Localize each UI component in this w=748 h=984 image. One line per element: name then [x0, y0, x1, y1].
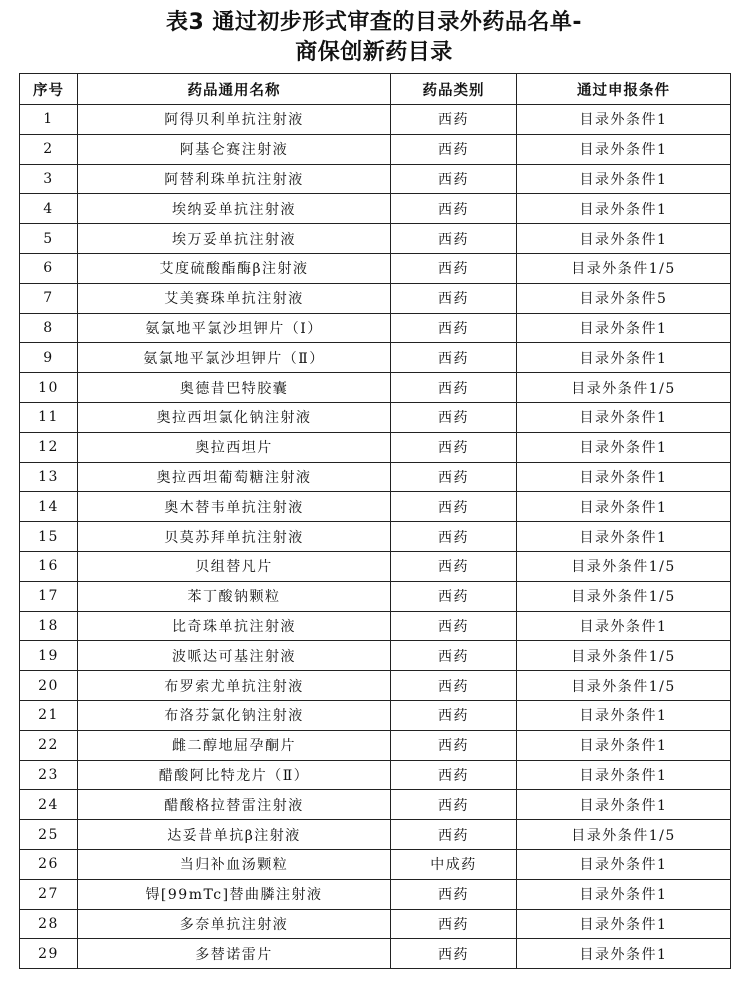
cell-serial-number: 11: [20, 402, 78, 432]
cell-drug-category: 西药: [391, 820, 517, 850]
page-subtitle: 商保创新药目录: [295, 40, 453, 65]
cell-approval-condition: 目录外条件1: [517, 194, 731, 224]
cell-serial-number: 20: [20, 671, 78, 701]
drug-list-table: [19, 73, 731, 969]
table-row: [20, 671, 731, 701]
cell-drug-name: 阿基仑赛注射液: [78, 134, 391, 164]
page-title: 表3 通过初步形式审查的目录外药品名单-: [165, 10, 583, 35]
cell-drug-category: 西药: [391, 224, 517, 254]
table-row: [20, 849, 731, 879]
cell-drug-name: 醋酸格拉替雷注射液: [78, 790, 391, 820]
cell-drug-name: 布洛芬氯化钠注射液: [78, 700, 391, 730]
table-row: [20, 343, 731, 373]
table-row: [20, 522, 731, 552]
cell-serial-number: 3: [20, 164, 78, 194]
cell-approval-condition: 目录外条件1: [517, 760, 731, 790]
cell-serial-number: 26: [20, 849, 78, 879]
cell-drug-name: 阿替利珠单抗注射液: [78, 164, 391, 194]
table-row: [20, 551, 731, 581]
cell-approval-condition: 目录外条件1: [517, 492, 731, 522]
table-row: [20, 909, 731, 939]
cell-approval-condition: 目录外条件1/5: [517, 820, 731, 850]
cell-serial-number: 22: [20, 730, 78, 760]
cell-drug-name: 奥拉西坦片: [78, 432, 391, 462]
cell-drug-category: 中成药: [391, 849, 517, 879]
table-row: [20, 373, 731, 403]
cell-drug-category: 西药: [391, 373, 517, 403]
table-row: [20, 820, 731, 850]
table-row: [20, 194, 731, 224]
cell-drug-category: 西药: [391, 522, 517, 552]
cell-drug-category: 西药: [391, 432, 517, 462]
cell-serial-number: 23: [20, 760, 78, 790]
table-row: [20, 879, 731, 909]
cell-approval-condition: 目录外条件1: [517, 224, 731, 254]
cell-approval-condition: 目录外条件1: [517, 134, 731, 164]
table-body: [20, 105, 731, 969]
cell-approval-condition: 目录外条件1/5: [517, 373, 731, 403]
cell-drug-category: 西药: [391, 462, 517, 492]
cell-approval-condition: 目录外条件1/5: [517, 551, 731, 581]
cell-drug-name: 布罗索尤单抗注射液: [78, 671, 391, 701]
cell-drug-name: 艾美赛珠单抗注射液: [78, 283, 391, 313]
cell-approval-condition: 目录外条件1/5: [517, 671, 731, 701]
table-row: [20, 402, 731, 432]
cell-serial-number: 16: [20, 551, 78, 581]
cell-drug-name: 奥木替韦单抗注射液: [78, 492, 391, 522]
cell-serial-number: 10: [20, 373, 78, 403]
cell-drug-name: 比奇珠单抗注射液: [78, 611, 391, 641]
cell-drug-category: 西药: [391, 194, 517, 224]
header-serial-number: 序号: [20, 74, 78, 105]
cell-serial-number: 8: [20, 313, 78, 343]
cell-serial-number: 19: [20, 641, 78, 671]
cell-drug-name: 醋酸阿比特龙片（Ⅱ）: [78, 760, 391, 790]
cell-serial-number: 15: [20, 522, 78, 552]
cell-drug-category: 西药: [391, 105, 517, 135]
cell-approval-condition: 目录外条件1: [517, 343, 731, 373]
table-row: [20, 283, 731, 313]
cell-drug-name: 氨氯地平氯沙坦钾片（Ⅰ）: [78, 313, 391, 343]
table-row: [20, 641, 731, 671]
cell-drug-name: 达妥昔单抗β注射液: [78, 820, 391, 850]
cell-drug-name: 贝莫苏拜单抗注射液: [78, 522, 391, 552]
header-drug-category: 药品类别: [391, 74, 517, 105]
cell-drug-category: 西药: [391, 283, 517, 313]
cell-drug-name: 氨氯地平氯沙坦钾片（Ⅱ）: [78, 343, 391, 373]
table-row: [20, 760, 731, 790]
header-approval-condition: 通过申报条件: [517, 74, 731, 105]
cell-serial-number: 5: [20, 224, 78, 254]
cell-serial-number: 9: [20, 343, 78, 373]
cell-serial-number: 6: [20, 253, 78, 283]
cell-drug-category: 西药: [391, 551, 517, 581]
cell-drug-name: 波哌达可基注射液: [78, 641, 391, 671]
cell-drug-name: 阿得贝利单抗注射液: [78, 105, 391, 135]
cell-approval-condition: 目录外条件1: [517, 790, 731, 820]
cell-drug-name: 奥拉西坦氯化钠注射液: [78, 402, 391, 432]
cell-approval-condition: 目录外条件1: [517, 462, 731, 492]
cell-approval-condition: 目录外条件1: [517, 164, 731, 194]
cell-approval-condition: 目录外条件1/5: [517, 581, 731, 611]
cell-approval-condition: 目录外条件1: [517, 313, 731, 343]
cell-drug-category: 西药: [391, 313, 517, 343]
table-row: [20, 492, 731, 522]
cell-drug-category: 西药: [391, 730, 517, 760]
cell-drug-name: 锝[99mTc]替曲膦注射液: [78, 879, 391, 909]
cell-drug-category: 西药: [391, 134, 517, 164]
cell-approval-condition: 目录外条件1: [517, 402, 731, 432]
cell-serial-number: 2: [20, 134, 78, 164]
cell-approval-condition: 目录外条件1: [517, 611, 731, 641]
table-row: [20, 432, 731, 462]
cell-drug-category: 西药: [391, 909, 517, 939]
cell-drug-category: 西药: [391, 343, 517, 373]
cell-serial-number: 25: [20, 820, 78, 850]
table-row: [20, 611, 731, 641]
cell-approval-condition: 目录外条件5: [517, 283, 731, 313]
cell-drug-category: 西药: [391, 402, 517, 432]
table-row: [20, 224, 731, 254]
cell-approval-condition: 目录外条件1: [517, 849, 731, 879]
cell-serial-number: 28: [20, 909, 78, 939]
table-row: [20, 134, 731, 164]
cell-drug-name: 苯丁酸钠颗粒: [78, 581, 391, 611]
cell-drug-name: 雌二醇地屈孕酮片: [78, 730, 391, 760]
cell-approval-condition: 目录外条件1: [517, 432, 731, 462]
cell-serial-number: 1: [20, 105, 78, 135]
cell-drug-name: 贝组替凡片: [78, 551, 391, 581]
cell-drug-name: 奥德昔巴特胶囊: [78, 373, 391, 403]
cell-drug-category: 西药: [391, 790, 517, 820]
cell-drug-category: 西药: [391, 581, 517, 611]
table-row: [20, 790, 731, 820]
cell-approval-condition: 目录外条件1: [517, 700, 731, 730]
cell-approval-condition: 目录外条件1: [517, 909, 731, 939]
cell-drug-category: 西药: [391, 253, 517, 283]
table-row: [20, 164, 731, 194]
cell-drug-name: 多替诺雷片: [78, 939, 391, 969]
cell-drug-category: 西药: [391, 641, 517, 671]
table-row: [20, 700, 731, 730]
cell-drug-name: 当归补血汤颗粒: [78, 849, 391, 879]
cell-drug-category: 西药: [391, 164, 517, 194]
cell-drug-name: 埃纳妥单抗注射液: [78, 194, 391, 224]
cell-drug-category: 西药: [391, 700, 517, 730]
cell-approval-condition: 目录外条件1/5: [517, 641, 731, 671]
table-row: [20, 730, 731, 760]
cell-drug-name: 多奈单抗注射液: [78, 909, 391, 939]
cell-serial-number: 21: [20, 700, 78, 730]
cell-approval-condition: 目录外条件1/5: [517, 253, 731, 283]
cell-serial-number: 12: [20, 432, 78, 462]
cell-drug-category: 西药: [391, 611, 517, 641]
cell-serial-number: 7: [20, 283, 78, 313]
cell-serial-number: 17: [20, 581, 78, 611]
header-drug-name: 药品通用名称: [78, 74, 391, 105]
cell-drug-category: 西药: [391, 939, 517, 969]
cell-serial-number: 27: [20, 879, 78, 909]
cell-drug-category: 西药: [391, 879, 517, 909]
table-header-row: [20, 74, 731, 105]
cell-serial-number: 24: [20, 790, 78, 820]
table-row: [20, 313, 731, 343]
cell-approval-condition: 目录外条件1: [517, 939, 731, 969]
cell-serial-number: 14: [20, 492, 78, 522]
table-row: [20, 581, 731, 611]
cell-drug-name: 埃万妥单抗注射液: [78, 224, 391, 254]
cell-drug-name: 艾度硫酸酯酶β注射液: [78, 253, 391, 283]
cell-approval-condition: 目录外条件1: [517, 730, 731, 760]
table-row: [20, 462, 731, 492]
cell-serial-number: 4: [20, 194, 78, 224]
cell-approval-condition: 目录外条件1: [517, 105, 731, 135]
cell-serial-number: 18: [20, 611, 78, 641]
cell-serial-number: 29: [20, 939, 78, 969]
cell-drug-category: 西药: [391, 671, 517, 701]
table-row: [20, 939, 731, 969]
cell-approval-condition: 目录外条件1: [517, 522, 731, 552]
table-row: [20, 105, 731, 135]
cell-serial-number: 13: [20, 462, 78, 492]
cell-drug-name: 奥拉西坦葡萄糖注射液: [78, 462, 391, 492]
cell-drug-category: 西药: [391, 760, 517, 790]
cell-approval-condition: 目录外条件1: [517, 879, 731, 909]
table-row: [20, 253, 731, 283]
cell-drug-category: 西药: [391, 492, 517, 522]
